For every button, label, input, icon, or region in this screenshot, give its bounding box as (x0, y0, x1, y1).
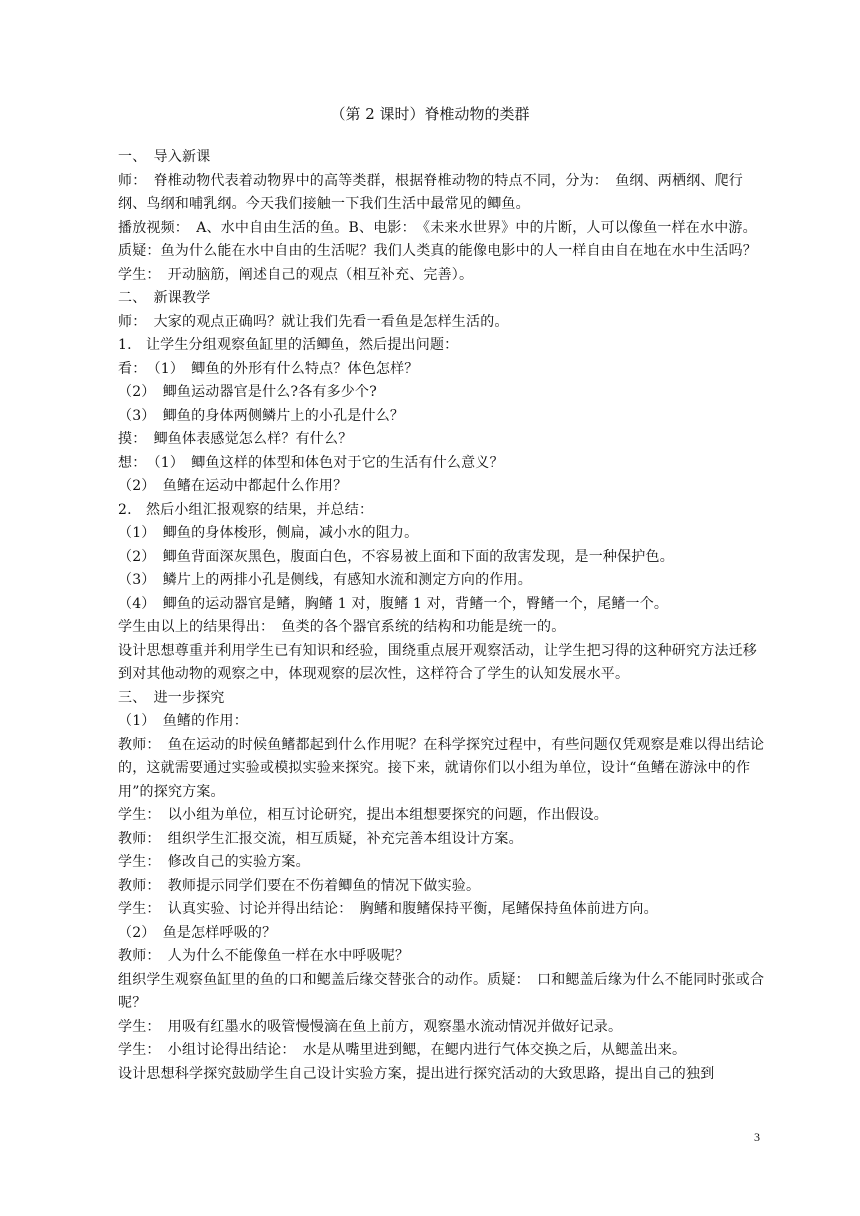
paragraph: 教师： 组织学生汇报交流，相互质疑，补充完善本组设计方案。 (118, 830, 523, 847)
paragraph: 教师： 鱼在运动的时候鱼鳍都起到什么作用呢？在科学探究过程中，有些问题仅凭观察是难以得出结论的，这就需要通过实验或模拟实验来探究。接下来，就请你们以小组为单位，设计“鱼鳍在游泳中的作用”的探究方案。 (118, 736, 765, 800)
paragraph: 1. 让学生分组观察鱼缸里的活鲫鱼，然后提出问题： (118, 337, 459, 353)
paragraph: （1） 鱼鳍的作用： (118, 713, 248, 729)
paragraph: 学生： 用吸有红墨水的吸管慢慢滴在鱼上前方，观察墨水流动情况并做好记录。 (118, 1018, 623, 1035)
page-title: （第 2 课时）脊椎动物的类群 (330, 105, 530, 123)
paragraph: （3） 鲫鱼的身体两侧鳞片上的小孔是什么？ (118, 407, 405, 424)
paragraph: 教师： 人为什么不能像鱼一样在水中呼吸呢？ (118, 948, 410, 964)
paragraph: 组织学生观察鱼缸里的鱼的口和鳃盖后缘交替张合的动作。质疑： 口和鳃盖后缘为什么不能同时张或合呢？ (118, 971, 765, 1011)
paragraph: 学生由以上的结果得出： 鱼类的各个器官系统的结构和功能是统一的。 (118, 619, 566, 635)
paragraph: 教师： 教师提示同学们要在不伤着鲫鱼的情况下做实验。 (118, 877, 481, 894)
paragraph: 想： （1） 鲫鱼这样的体型和体色对于它的生活有什么意义？ (118, 454, 504, 471)
paragraph: 学生： 小组讨论得出结论： 水是从嘴里进到鳃，在鳃内进行气体交换之后，从鳃盖出来。 (118, 1042, 687, 1058)
paragraph: （2） 鲫鱼运动器官是什么?各有多少个? (118, 384, 377, 400)
paragraph: （3） 鳞片上的两排小孔是侧线，有感知水流和测定方向的作用。 (118, 572, 532, 588)
paragraph: （2） 鲫鱼背面深灰黑色，腹面白色，不容易被上面和下面的敌害发现，是一种保护色。 (118, 548, 674, 565)
paragraph: 二、 新课教学 (118, 290, 211, 306)
paragraph: （4） 鲫鱼的运动器官是鳍，胸鳍 1 对，腹鳍 1 对，背鳍一个，臀鳍一个，尾鳍一个。 (118, 595, 669, 612)
paragraph: （1） 鲫鱼的身体梭形，侧扁，减小水的阻力。 (118, 525, 419, 541)
paragraph: 三、 进一步探究 (118, 689, 225, 706)
paragraph: 学生： 以小组为单位，相互讨论研究，提出本组想要探究的问题，作出假设。 (118, 807, 608, 823)
paragraph: 师： 脊椎动物代表着动物界中的高等类群，根据脊椎动物的特点不同，分为： 鱼纲、两栖纲、爬行纲、鸟纲和哺乳纲。今天我们接触一下我们生活中最常见的鲫鱼。 (118, 172, 743, 212)
paragraph: 学生： 认真实验、讨论并得出结论： 胸鳍和腹鳍保持平衡，尾鳍保持鱼体前进方向。 (118, 901, 658, 917)
paragraph: 一、 导入新课 (118, 149, 211, 165)
paragraph: （2） 鱼鳍在运动中都起什么作用？ (118, 478, 348, 494)
paragraph: 播放视频： A、水中自由生活的鱼。B、电影： 《未来水世界》中的片断，人可以像鱼一样在水中游。 (118, 219, 757, 236)
paragraph: 学生： 开动脑筋，阐述自己的观点（相互补充、完善）。 (118, 266, 474, 283)
paragraph: （2） 鱼是怎样呼吸的？ (118, 924, 277, 941)
paragraph: 学生： 修改自己的实验方案。 (118, 854, 310, 870)
paragraph: 看： （1） 鲫鱼的外形有什么特点？体色怎样？ (118, 360, 419, 377)
paragraph: 摸： 鲫鱼体表感觉怎么样？有什么？ (118, 431, 353, 447)
page-number: 3 (754, 1130, 760, 1144)
paragraph: 设计思想尊重并利用学生已有知识和经验，围绕重点展开观察活动，让学生把习得的这种研究方法迁移到对其他动物的观察之中，体现观察的层次性，这样符合了学生的认知发展水平。 (118, 642, 757, 682)
paragraph: 师： 大家的观点正确吗？就让我们先看一看鱼是怎样生活的。 (118, 313, 509, 330)
paragraph: 2. 然后小组汇报观察的结果，并总结： (118, 501, 374, 518)
document-body (118, 146, 768, 1086)
paragraph: 质疑：鱼为什么能在水中自由的生活呢？我们人类真的能像电影中的人一样自由自在地在水中生活吗？ (118, 243, 757, 259)
paragraph: 设计思想科学探究鼓励学生自己设计实验方案，提出进行探究活动的大致思路，提出自己的独到 (118, 1065, 715, 1082)
